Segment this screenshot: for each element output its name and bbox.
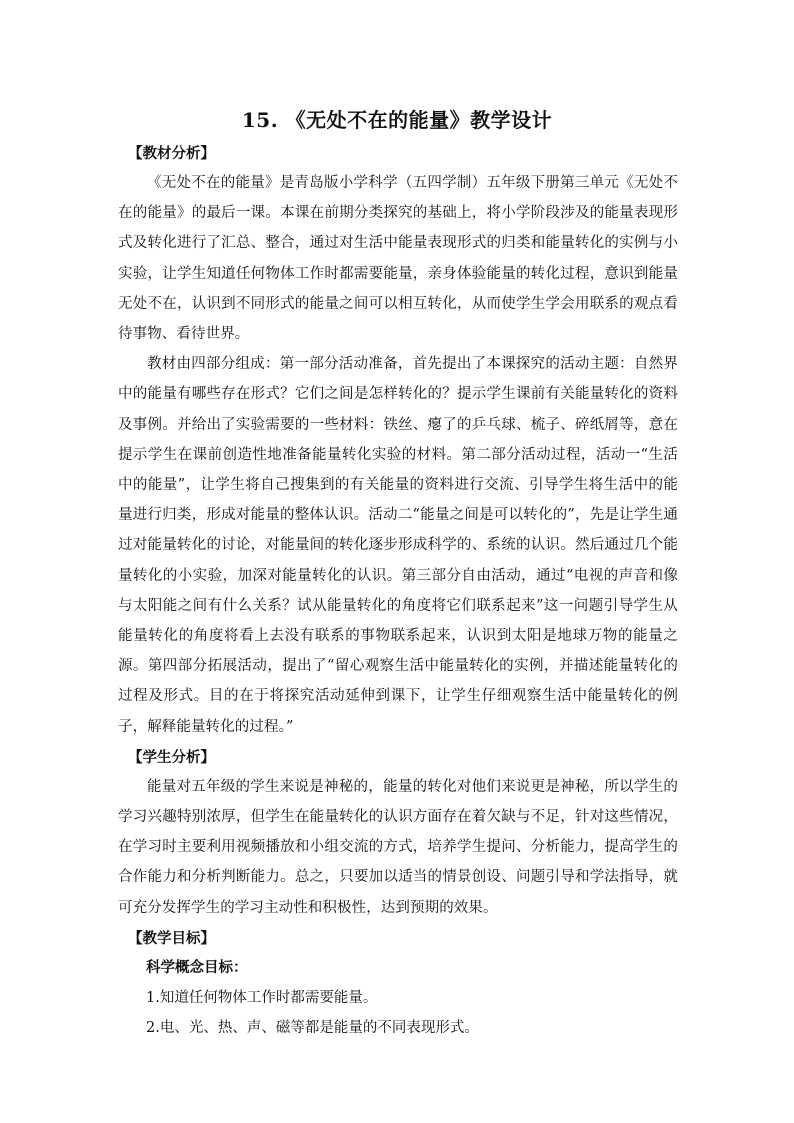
material-paragraph-1: 《无处不在的能量》是青岛版小学科学（五四学制）五年级下册第三单元《无处不在的能量》的最后一课。本课在前期分类探究的基础上，将小学阶段涉及的能量表现形式及转化进行了汇总、整合，通过对生活中能量表现形式的归类和能量转化的实例与小实验，让学生知道任何物体工作时都需要能量，亲身体验能量的转化过程，意识到能量无处不在，认识到不同形式的能量之间可以相互转化，从而使学生学会用联系的观点看待事物、看待世界。 [118, 175, 678, 343]
goal-item: 2.电、光、热、声、磁等都是能量的不同表现形式。 [146, 1019, 479, 1036]
student-paragraph-1: 能量对五年级的学生来说是神秘的，能量的转化对他们来说更是神秘，所以学生的学习兴趣特别浓厚，但学生在能量转化的认识方面存在着欠缺与不足，针对这些情况，在学习时主要利用视频播放和小组交流的方式，培养学生提问、分析能力，提高学生的合作能力和分析判断能力。总之，只要加以适当的情景创设、问题引导和学法指导，就可充分发挥学生的学习主动性和积极性，达到预期的效果。 [118, 778, 678, 916]
document-body [118, 140, 678, 1043]
goals-subheading: 科学概念目标： [146, 958, 248, 976]
material-paragraph-2: 教材由四部分组成：第一部分活动准备，首先提出了本课探究的活动主题：自然界中的能量有哪些存在形式？它们之间是怎样转化的？提示学生课前有关能量转化的资料及事例。并给出了实验需要的一些材料：铁丝、瘪了的乒乓球、梳子、碎纸屑等，意在提示学生在课前创造性地准备能量转化实验的材料。第二部分活动过程，活动一“生活中的能量”，让学生将自己搜集到的有关能量的资料进行交流、引导学生将生活中的能量进行归类，形成对能量的整体认识。活动二“能量之间是可以转化的”，先是让学生通过对能量转化的讨论，对能量间的转化逐步形成科学的、系统的认识。然后通过几个能量转化的小实验，加深对能量转化的认识。第三部分自由活动，通过“电视的声音和像与太阳能之间有什么关系？试从能量转化的角度将它们联系起来”这一问题引导学生从能量转化的角度将看上去没有联系的事物联系起来，认识到太阳是地球万物的能量之源。第四部分拓展活动，提出了“留心观察生活中能量转化的实例，并描述能量转化的过程及形式。目的在于将探究活动延伸到课下，让学生仔细观察生活中能量转化的例子，解释能量转化的过程。” [118, 356, 678, 735]
section-heading-material: 【教材分析】 [128, 145, 215, 162]
section-heading-goals: 【教学目标】 [128, 929, 215, 947]
section-heading-student: 【学生分析】 [128, 748, 215, 766]
goal-item: 1.知道任何物体工作时都需要能量。 [146, 989, 378, 1006]
document-title: 15. 《无处不在的能量》教学设计 [241, 108, 553, 132]
